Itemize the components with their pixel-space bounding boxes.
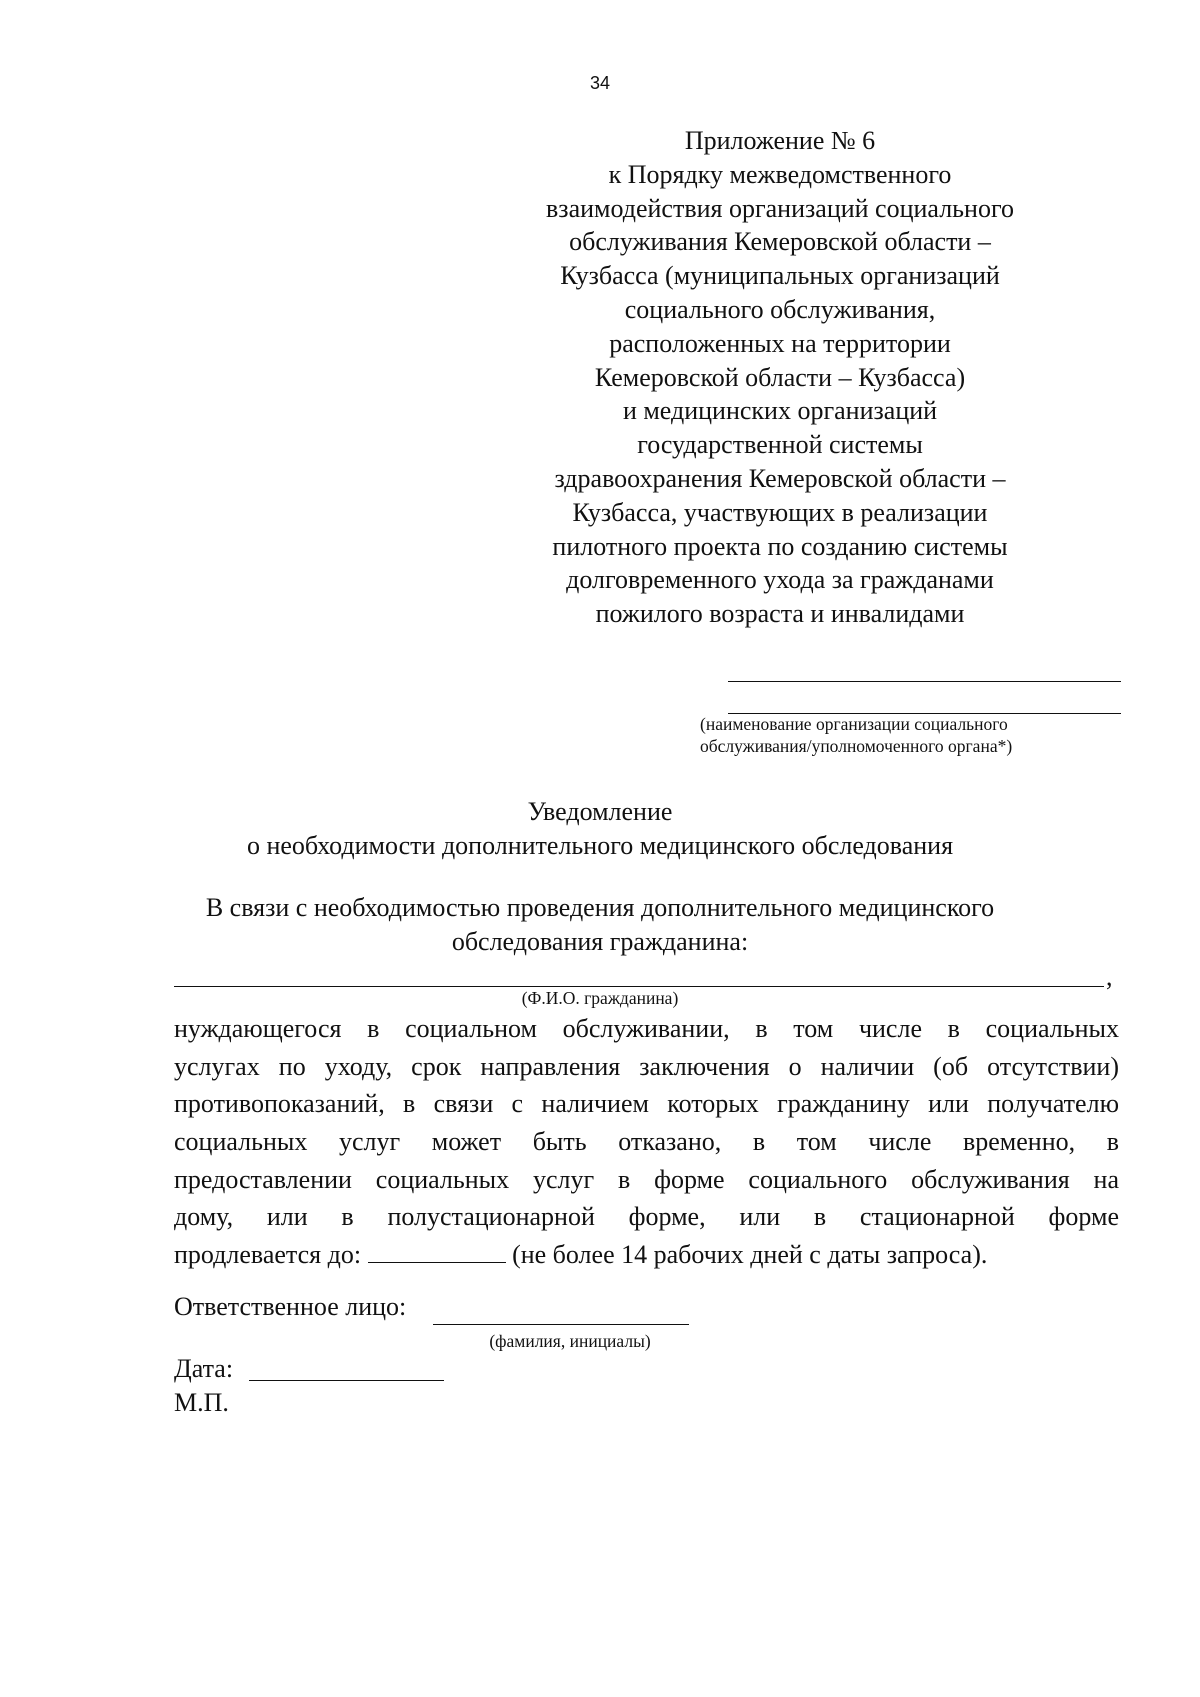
appendix-header-line: к Порядку межведомственного bbox=[608, 159, 952, 189]
body-line: дому, или в полустационарной форме, или в стационарной форме bbox=[174, 1202, 1119, 1232]
page-number: 34 bbox=[589, 73, 611, 93]
citizen-name-comma: , bbox=[1106, 962, 1113, 991]
notice-title: Уведомление bbox=[527, 797, 673, 826]
intro-line: обследования гражданина: bbox=[451, 927, 749, 956]
appendix-header-line: Кемеровской области – Кузбасса) bbox=[594, 362, 966, 392]
appendix-header-line: Кузбасса (муниципальных организаций bbox=[560, 261, 1000, 291]
org-caption-line: обслуживания/уполномоченного органа*) bbox=[700, 736, 1013, 756]
appendix-header-line: государственной системы bbox=[637, 430, 923, 460]
extension-label: продлевается до: bbox=[174, 1240, 362, 1270]
appendix-header bbox=[530, 124, 1030, 631]
org-name-line-1 bbox=[728, 681, 1121, 682]
body-line: услугах по уходу, срок направления заключения о наличии (об отсутствии) bbox=[174, 1051, 1119, 1081]
intro-line: В связи с необходимостью проведения дополнительного медицинского bbox=[205, 893, 995, 922]
date-row bbox=[174, 1352, 233, 1386]
appendix-header-line: взаимодействия организаций социального bbox=[546, 193, 1014, 223]
appendix-header-line: Приложение № 6 bbox=[684, 126, 876, 155]
responsible-caption: (фамилия, инициалы) bbox=[489, 1331, 651, 1351]
appendix-header-line: и медицинских организаций bbox=[622, 396, 938, 426]
responsible-row bbox=[174, 1290, 406, 1324]
extension-date-blank bbox=[368, 1238, 506, 1263]
org-caption bbox=[700, 713, 1120, 757]
appendix-header-line: расположенных на территории bbox=[609, 328, 951, 358]
org-caption-line: (наименование организации социального bbox=[700, 714, 1008, 734]
body-line: нуждающегося в социальном обслуживании, в том числе в социальных bbox=[174, 1014, 1119, 1043]
date-line bbox=[249, 1380, 444, 1381]
stamp-label: М.П. bbox=[174, 1388, 229, 1417]
body-line: социальных услуг может быть отказано, в том числе временно, в bbox=[174, 1127, 1119, 1157]
date-label: Дата: bbox=[174, 1354, 234, 1383]
responsible-name-line bbox=[433, 1324, 689, 1325]
notice-title-block bbox=[0, 795, 1200, 863]
responsible-label: Ответственное лицо: bbox=[174, 1292, 407, 1321]
appendix-header-line: здравоохранения Кемеровской области – bbox=[554, 463, 1006, 493]
body-last-line bbox=[174, 1236, 1119, 1274]
appendix-header-line: социального обслуживания, bbox=[624, 294, 936, 324]
notice-subtitle: о необходимости дополнительного медицинского обследования bbox=[246, 831, 954, 860]
body-line: предоставлении социальных услуг в форме социального обслуживания на bbox=[174, 1164, 1119, 1194]
extension-note: (не более 14 рабочих дней с даты запроса). bbox=[512, 1240, 988, 1270]
appendix-header-line: Кузбасса, участвующих в реализации bbox=[572, 497, 988, 527]
appendix-header-line: пожилого возраста и инвалидами bbox=[595, 599, 965, 629]
appendix-header-line: пилотного проекта по созданию системы bbox=[552, 531, 1008, 561]
intro-block bbox=[0, 891, 1200, 959]
body-line: противопоказаний, в связи с наличием которых гражданину или получателю bbox=[174, 1089, 1119, 1119]
body-paragraph bbox=[174, 1010, 1119, 1274]
appendix-header-line: обслуживания Кемеровской области – bbox=[569, 227, 991, 257]
appendix-header-line: долговременного ухода за гражданами bbox=[566, 565, 994, 595]
fio-caption: (Ф.И.О. гражданина) bbox=[521, 988, 679, 1008]
